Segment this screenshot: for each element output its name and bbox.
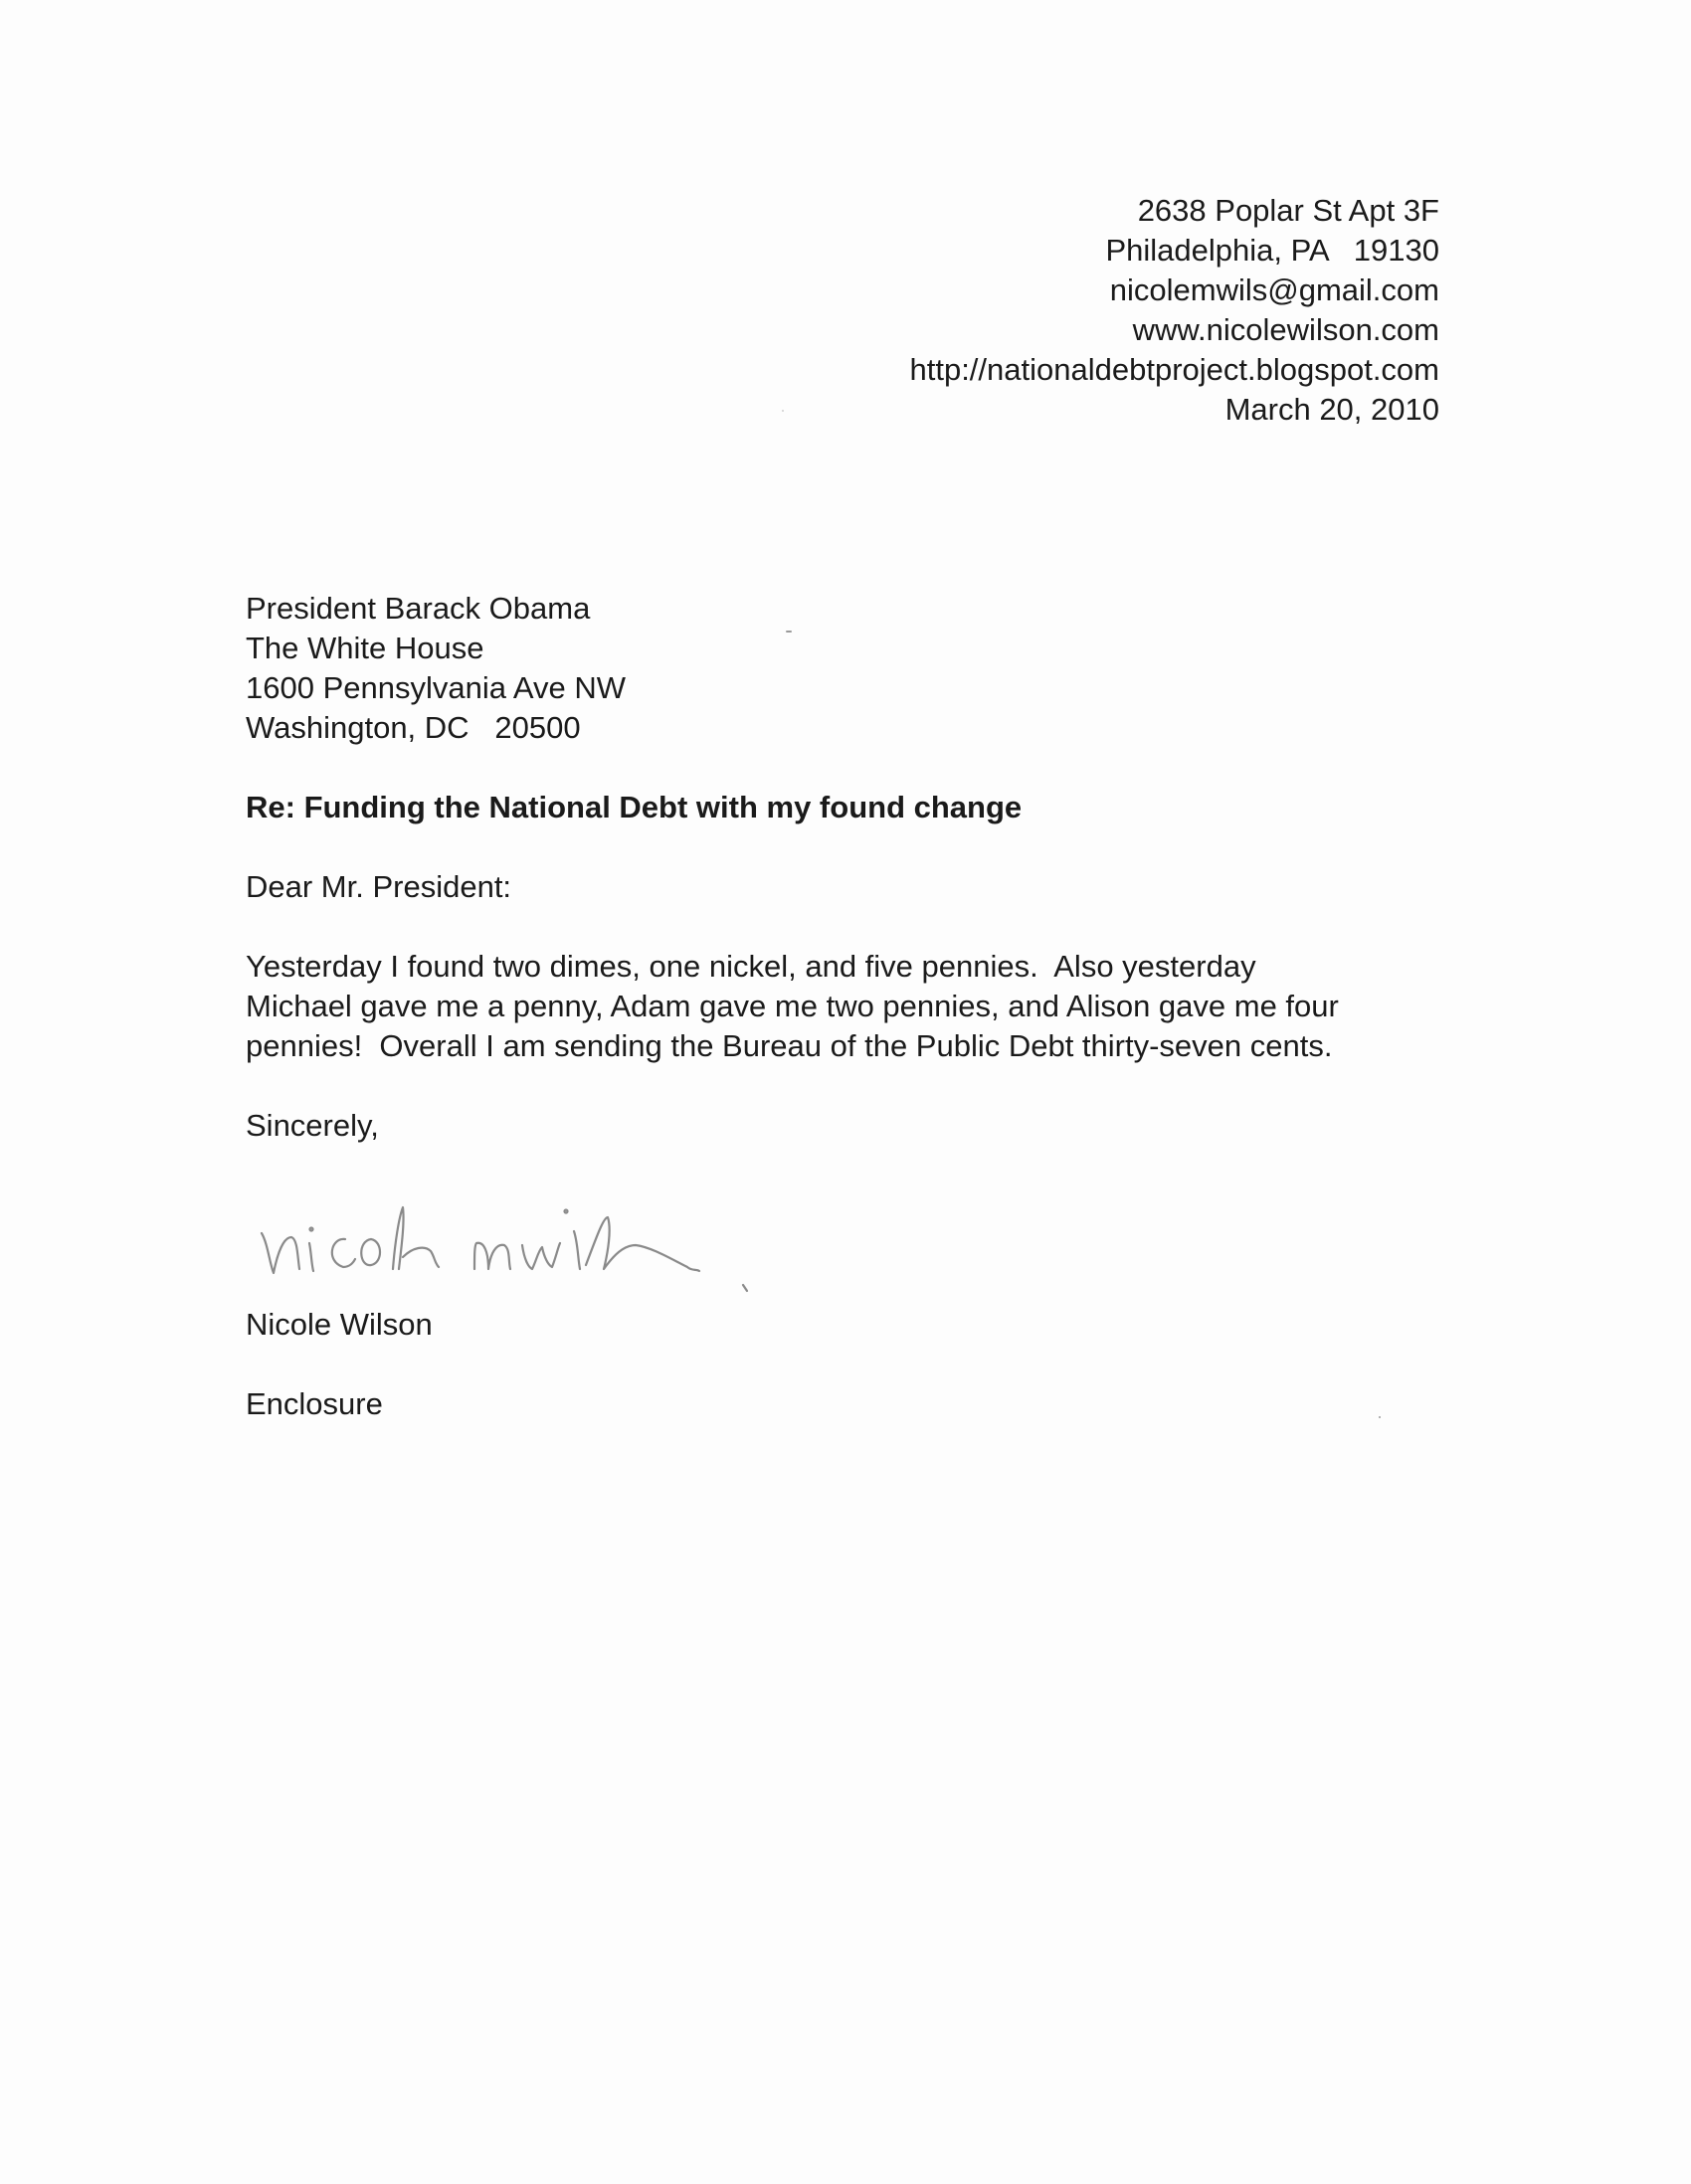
sender-blog: http://nationaldebtproject.blogspot.com <box>909 352 1439 387</box>
recipient-city-state-zip: Washington, DC 20500 <box>246 710 581 745</box>
subject-line: Re: Funding the National Debt with my found change <box>246 790 1023 824</box>
handwritten-signature <box>254 1174 791 1303</box>
scan-speck <box>786 631 792 633</box>
sender-email: nicolemwils@gmail.com <box>1109 273 1439 307</box>
recipient-street: 1600 Pennsylvania Ave NW <box>246 670 626 705</box>
letter-body <box>246 947 1459 1066</box>
scan-speck <box>1379 1416 1381 1418</box>
recipient-name: President Barack Obama <box>246 591 591 626</box>
signer-name: Nicole Wilson <box>246 1307 433 1342</box>
salutation: Dear Mr. President: <box>246 869 512 904</box>
body-line: pennies! Overall I am sending the Bureau of the Public Debt thirty-seven cents. <box>246 1028 1333 1063</box>
sender-street: 2638 Poplar St Apt 3F <box>1137 193 1439 228</box>
sender-city-state-zip: Philadelphia, PA 19130 <box>1105 233 1439 268</box>
letter-date: March 20, 2010 <box>1224 392 1439 427</box>
body-line: Michael gave me a penny, Adam gave me two pennies, and Alison gave me four <box>246 989 1339 1023</box>
body-line: Yesterday I found two dimes, one nickel, and five pennies. Also yesterday <box>246 949 1256 984</box>
sender-address-block <box>909 191 1439 430</box>
recipient-address-block <box>246 589 626 748</box>
enclosure-notation: Enclosure <box>246 1386 383 1421</box>
closing: Sincerely, <box>246 1108 379 1143</box>
sender-website: www.nicolewilson.com <box>1132 312 1439 347</box>
scan-speck <box>782 410 784 412</box>
recipient-organization: The White House <box>246 631 484 665</box>
